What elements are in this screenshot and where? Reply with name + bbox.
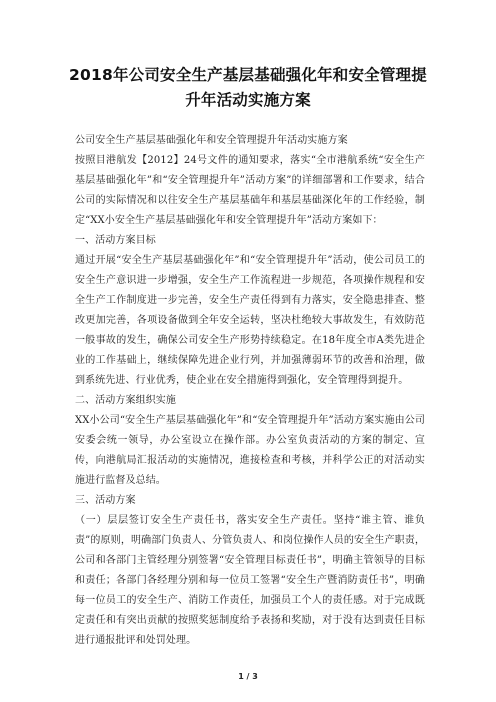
section-heading-goals: 一、活动方案目标 bbox=[75, 235, 156, 246]
document-body bbox=[75, 131, 425, 651]
paragraph-intro: 按照目港航发【2012】24号文件的通知要求，落实“全市港航系统“安全生产基层基础强化年”和“安全管理提升年”活动方案”的详细部署和工作要求，结合公司的实际情况和以往安全生产基层基础年和基层基础深化年的工作经验，制定“XX小安全生产基层基础强化年和安全管理提升年”活动方案如下： bbox=[75, 155, 425, 226]
document-title bbox=[60, 63, 436, 113]
paragraph-plan-item-1: （一）层层签订安全生产责任书，落实安全生产责任。坚持“谁主管、谁负责”的原则，明确部门负责人、分管负责人、和岗位操作人员的安全生产职责，公司和各部门主管经理分别签署“安全管理目标责任书”，明确主管领导的目标和责任；各部门各经理分别和每一位员工签署“安全生产暨消防责任书”，明确每一位员工的安全生产、消防工作责任，加强员工个人的责任感。对于完成既定责任和有突出贡献的按照奖惩制度给予表扬和奖励，对于没有达到责任目标进行通报批评和处罚处理。 bbox=[75, 515, 425, 646]
title-line-2: 升年活动实施方案 bbox=[185, 91, 311, 109]
paragraph-organization: XX小公司“安全生产基层基础强化年”和“安全管理提升年”活动方案实施由公司安委会统一领导，办公室设立在操作部。办公室负责活动的方案的制定、宣传，向港航局汇报活动的实施情况，進接检查和考核，并科学公正的对活动实施进行监督及总结。 bbox=[75, 415, 425, 486]
section-heading-plan: 三、活动方案 bbox=[75, 495, 136, 506]
page-indicator: 1 / 3 bbox=[238, 672, 258, 681]
title-line-1: 2018年公司安全生产基层基础强化年和安全管理提 bbox=[69, 66, 427, 84]
section-heading-organization: 二、活动方案组织实施 bbox=[75, 395, 176, 406]
paragraph-goals: 通过开展“安全生产基层基础强化年”和“安全管理提升年”活动，使公司员工的安全生产意识进一步增强，安全生产工作流程进一步规范，各项操作规程和安全生产工作制度进一步完善，安全生产责任得到有力落实，安全隐患排查、整改更加完善，各项设备做到全年安全运转，坚决杜绝较大事故发生，有效防范一般事故的发生，确保公司安全生产形势持续稳定。在18年度全市A类先进企业的工作基础上，继续保障先进企业行列，并加强薄弱环节的改善和治理，做到系统先进、行业优秀，使企业在安全措施得到强化，安全管理得到提升。 bbox=[75, 255, 425, 386]
paragraph-subtitle: 公司安全生产基层基础强化年和安全管理提升年活动实施方案 bbox=[75, 135, 348, 146]
